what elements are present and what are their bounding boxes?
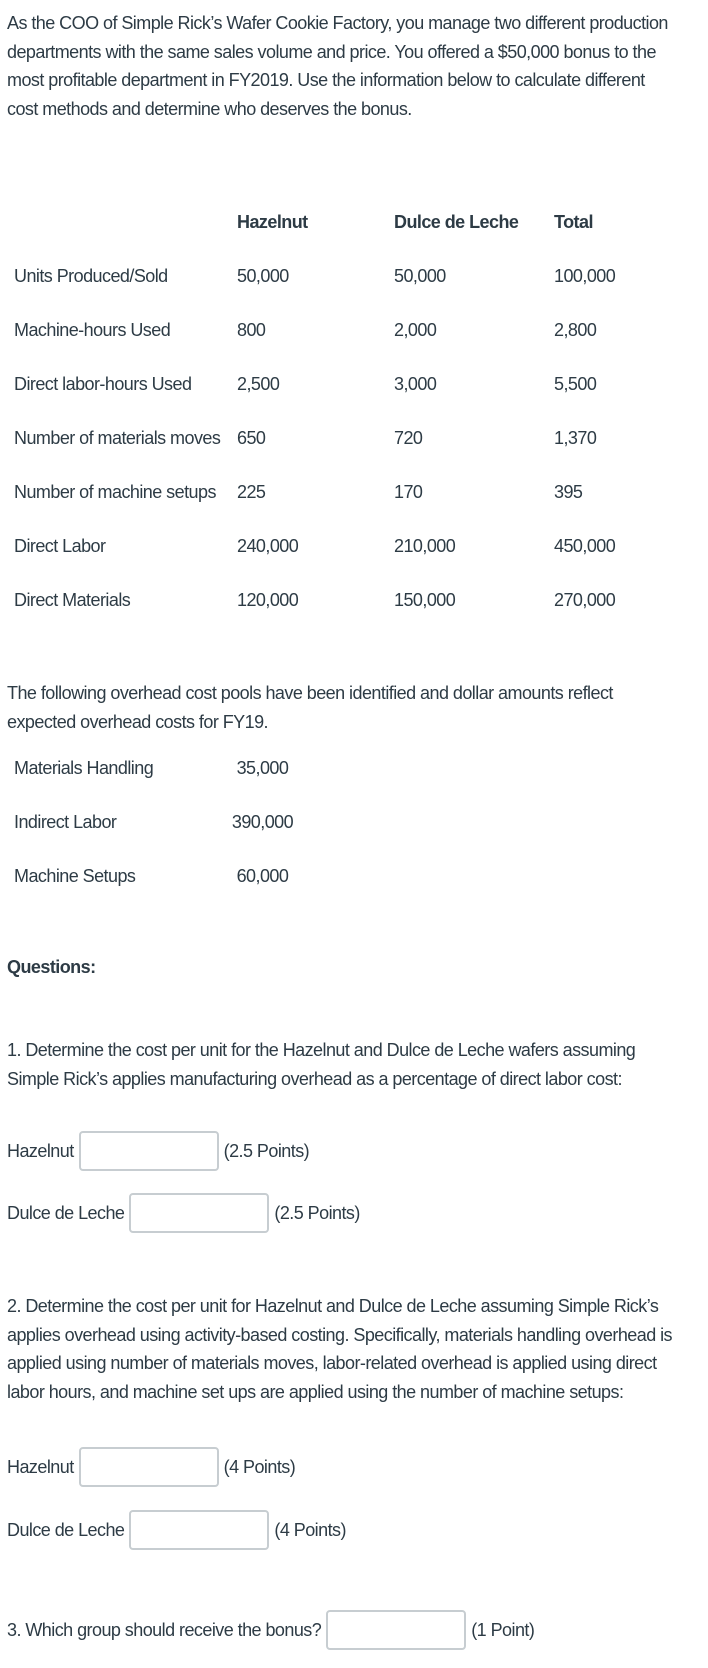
- q1-dulce-de-leche-input[interactable]: [129, 1193, 269, 1233]
- intro-line: departments with the same sales volume and price. You offered a $50,000 bonus to the: [7, 41, 656, 62]
- table-cell: 5,500: [554, 373, 597, 394]
- table-cell: 1,370: [554, 427, 597, 448]
- question-2-line: labor hours, and machine set ups are applied using the number of machine setups:: [7, 1381, 624, 1402]
- question-1-line: 1. Determine the cost per unit for the Hazelnut and Dulce de Leche wafers assuming: [7, 1040, 636, 1060]
- table-row-indirect-labor: [0, 795, 320, 849]
- row-label: Materials Handling: [14, 757, 154, 778]
- table-cell: 240,000: [237, 535, 299, 556]
- q1-hazelnut-input[interactable]: [79, 1131, 219, 1171]
- table-cell: 35,000: [236, 757, 289, 778]
- points-label: (1 Point): [471, 1619, 535, 1640]
- question-1-line: Simple Rick’s applies manufacturing overhead as a percentage of direct labor cost:: [7, 1068, 622, 1089]
- overhead-paragraph: [7, 679, 708, 736]
- table-cell: 2,000: [394, 319, 437, 340]
- table-cell: 210,000: [394, 535, 456, 556]
- table-cell: 800: [237, 319, 266, 340]
- points-label: (4 Points): [274, 1519, 346, 1540]
- points-label: (2.5 Points): [274, 1202, 360, 1223]
- table-cell: 270,000: [554, 589, 616, 610]
- table-cell: 150,000: [394, 589, 456, 610]
- row-label: Direct labor-hours Used: [14, 373, 192, 394]
- row-label: Indirect Labor: [14, 811, 117, 832]
- q2-hazelnut-input[interactable]: [79, 1447, 219, 1487]
- table-cell: 390,000: [231, 811, 294, 832]
- table-header-cell-dulce-de-leche: Dulce de Leche: [394, 211, 519, 232]
- table-row-units-produced: [0, 249, 708, 303]
- q1-dulce-de-leche-label: Dulce de Leche: [7, 1202, 125, 1223]
- table-header-cell-hazelnut: Hazelnut: [237, 211, 308, 232]
- row-label: Machine Setups: [14, 865, 136, 886]
- row-label: Units Produced/Sold: [14, 265, 168, 286]
- question-2-line: applied using number of materials moves, labor-related overhead is applied using direct: [7, 1353, 657, 1373]
- table-row-machine-hours: [0, 303, 708, 357]
- table-row-direct-labor: [0, 519, 708, 573]
- row-label: Number of machine setups: [14, 481, 216, 502]
- table-row-direct-labor-hours: [0, 357, 708, 411]
- row-label: Direct Materials: [14, 589, 131, 610]
- row-label: Direct Labor: [14, 535, 106, 556]
- table-cell: 720: [394, 427, 423, 448]
- points-label: (4 Points): [223, 1456, 296, 1477]
- table-cell: 50,000: [394, 265, 446, 286]
- question-3-text: 3. Which group should receive the bonus?: [7, 1619, 322, 1640]
- row-label: Number of materials moves: [14, 427, 221, 448]
- table-header-cell-total: Total: [554, 211, 593, 232]
- q2-hazelnut-label: Hazelnut: [7, 1456, 74, 1477]
- points-label: (2.5 Points): [223, 1140, 310, 1161]
- table-cell: 50,000: [237, 265, 289, 286]
- q1-hazelnut-field-row: [7, 1131, 708, 1171]
- table-header-row: [0, 195, 708, 249]
- table-cell: 395: [554, 481, 583, 502]
- q2-dulce-de-leche-label: Dulce de Leche: [7, 1519, 125, 1540]
- intro-line: most profitable department in FY2019. Use the information below to calculate different: [7, 70, 645, 90]
- table-cell: 60,000: [236, 865, 289, 886]
- intro-line: cost methods and determine who deserves the bonus.: [7, 98, 412, 119]
- question-2-line: 2. Determine the cost per unit for Hazelnut and Dulce de Leche assuming Simple Rick’s: [7, 1296, 659, 1316]
- overhead-line: expected overhead costs for FY19.: [7, 711, 269, 732]
- table-cell: 2,500: [237, 373, 280, 394]
- table-cell: 450,000: [554, 535, 616, 556]
- question-1-text: [7, 1036, 708, 1093]
- row-label: Machine-hours Used: [14, 319, 171, 340]
- table-cell: 3,000: [394, 373, 437, 394]
- intro-line: As the COO of Simple Rick’s Wafer Cookie Factory, you manage two different production: [7, 13, 668, 33]
- production-data-table: [0, 195, 708, 627]
- table-row-direct-materials: [0, 573, 708, 627]
- table-cell: 170: [394, 481, 423, 502]
- overhead-cost-pools-table: [0, 741, 320, 903]
- table-cell: 120,000: [237, 589, 299, 610]
- table-row-machine-setups-pool: [0, 849, 320, 903]
- table-cell: 225: [237, 481, 266, 502]
- table-row-materials-handling: [0, 741, 320, 795]
- q1-hazelnut-label: Hazelnut: [7, 1140, 74, 1161]
- table-row-machine-setups: [0, 465, 708, 519]
- q2-hazelnut-field-row: [7, 1447, 708, 1487]
- q2-dulce-de-leche-field-row: [7, 1510, 708, 1550]
- q3-bonus-group-input[interactable]: [326, 1610, 466, 1650]
- table-cell: 2,800: [554, 319, 597, 340]
- table-cell: 650: [237, 427, 266, 448]
- table-row-materials-moves: [0, 411, 708, 465]
- question-2-text: [7, 1292, 708, 1406]
- question-2-line: applies overhead using activity-based costing. Specifically, materials handling overhead is: [7, 1324, 673, 1345]
- q1-dulce-de-leche-field-row: [7, 1193, 708, 1233]
- overhead-line: The following overhead cost pools have been identified and dollar amounts reflect: [7, 683, 613, 703]
- question-3-row: [7, 1610, 708, 1650]
- q2-dulce-de-leche-input[interactable]: [129, 1510, 269, 1550]
- intro-paragraph: [7, 0, 708, 123]
- questions-heading: Questions:: [7, 957, 96, 977]
- table-header-cell-blank: [0, 195, 237, 249]
- table-cell: 100,000: [554, 265, 616, 286]
